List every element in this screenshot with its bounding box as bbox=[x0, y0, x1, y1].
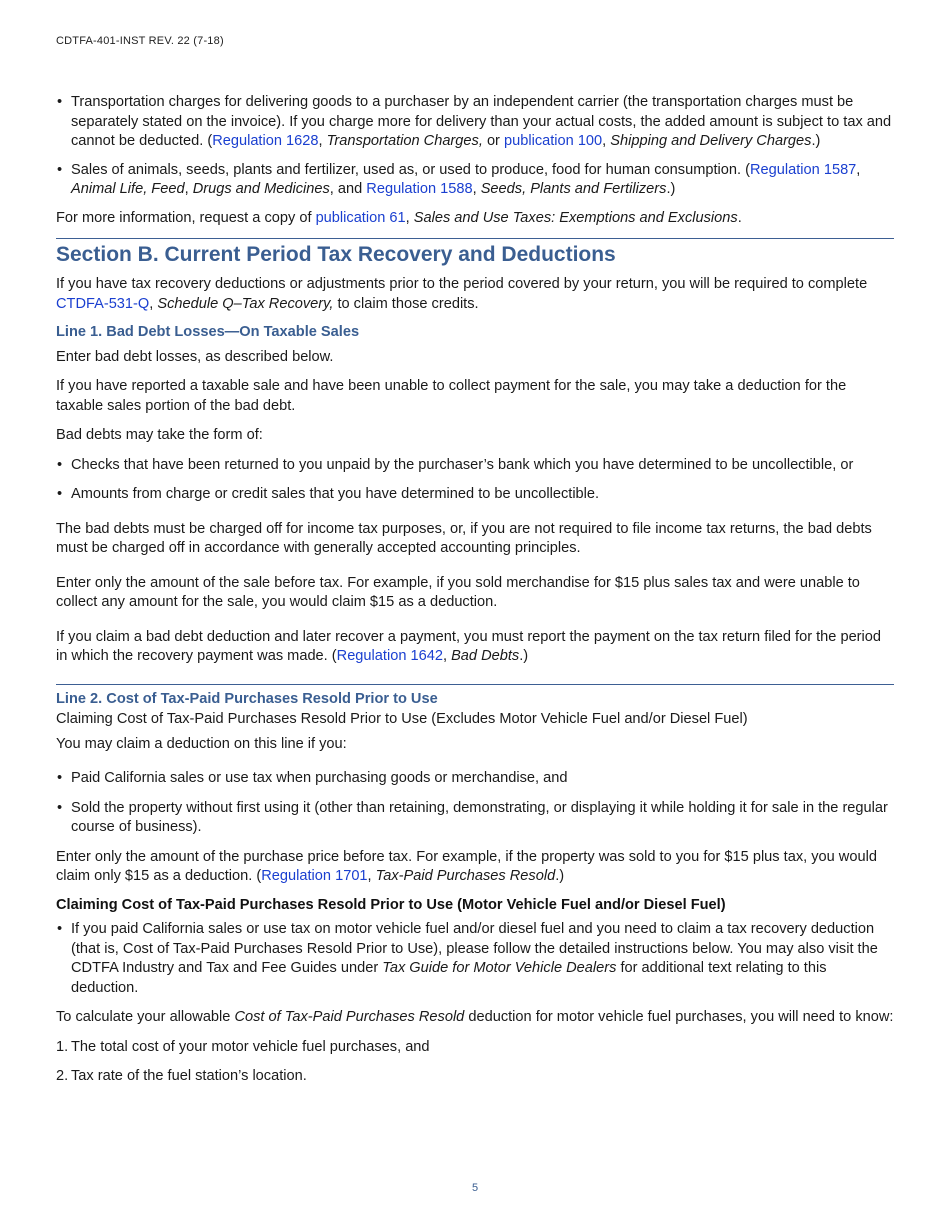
bullet-sold-without-use: • Sold the property without first using it (other than retaining, demonstrating, or displaying it while holding it for sale in the regular course of business). bbox=[56, 799, 894, 838]
line-1-paragraph: Bad debts may take the form of: bbox=[56, 427, 263, 443]
line-1-paragraph: The bad debts must be charged off for income tax purposes, or, if you are not required to file income tax returns, the bad debts must be charged off in accordance with generally accepted accounting principles. bbox=[56, 520, 872, 556]
section-b-title: Section B. Current Period Tax Recovery and Deductions bbox=[56, 243, 616, 266]
regulation-1642-link[interactable]: Regulation 1642 bbox=[336, 648, 443, 664]
line-2-heading: Line 2. Cost of Tax-Paid Purchases Resold Prior to Use bbox=[56, 690, 438, 707]
motor-fuel-subheading: Claiming Cost of Tax-Paid Purchases Resold Prior to Use (Motor Vehicle Fuel and/or Diesel Fuel) bbox=[56, 896, 726, 913]
publication-61-link[interactable]: publication 61 bbox=[315, 209, 406, 226]
bullet-paid-sales-tax: • Paid California sales or use tax when purchasing goods or merchandise, and bbox=[56, 769, 894, 789]
regulation-1628-link[interactable]: Regulation 1628 bbox=[212, 133, 319, 149]
more-info-paragraph: For more information, request a copy of publication 61, Sales and Use Taxes: Exemptions and Exclusions. bbox=[56, 209, 742, 226]
regulation-1701-link[interactable]: Regulation 1701 bbox=[261, 868, 368, 884]
bullet-motor-vehicle-fuel: • If you paid California sales or use tax on motor vehicle fuel and/or diesel fuel and you need to claim a tax recovery deduction (that is, Cost of Tax-Paid Purchases Resold Prior to Use), please follow the detailed instructions below. You may also visit the CDTFA Industry and Tax and Fee Guides under Tax Guide for Motor Vehicle Dealers for additional text relating to this deduction. bbox=[56, 920, 894, 998]
regulation-1587-link[interactable]: Regulation 1587 bbox=[750, 161, 857, 178]
line-1-paragraph: If you claim a bad debt deduction and later recover a payment, you must report the payment on the tax return filed for the period in which the recovery payment was made. (Regulation 1642, Bad Debts.) bbox=[56, 628, 882, 664]
line-2-paragraph: Claiming Cost of Tax-Paid Purchases Resold Prior to Use (Excludes Motor Vehicle Fuel and/or Diesel Fuel) bbox=[56, 711, 748, 727]
bullet-returned-checks: • Checks that have been returned to you unpaid by the purchaser’s bank which you have determined to be uncollectible, or bbox=[56, 456, 894, 476]
line-1-heading: Line 1. Bad Debt Losses—On Taxable Sales bbox=[56, 324, 360, 340]
content bbox=[56, 93, 894, 1087]
section-divider bbox=[56, 684, 894, 685]
line-2-paragraph: Enter only the amount of the purchase price before tax. For example, if the property was sold to you for $15 plus tax, you would claim only $15 as a deduction. (Regulation 1701, Tax-Paid Purchases Resold.) bbox=[56, 848, 877, 884]
numbered-item: 1. The total cost of your motor vehicle fuel purchases, and bbox=[56, 1038, 430, 1055]
line-1-paragraph: Enter only the amount of the sale before tax. For example, if you sold merchandise for $15 plus sales tax and were unable to collect any amount for the sale, you would claim $15 as a deduction. bbox=[56, 574, 860, 610]
line-2-paragraph: To calculate your allowable Cost of Tax-Paid Purchases Resold deduction for motor vehicle fuel purchases, you will need to know: bbox=[56, 1009, 894, 1025]
bullet-animals-seeds-plants: • Sales of animals, seeds, plants and fertilizer, used as, or used to produce, food for human consumption. (Regulation 1587, Animal Life, Feed, Drugs and Medicines, and Regulation 1588, Seeds, Plants and Fertilizers.) bbox=[56, 161, 894, 200]
bullet-transportation-charges: • Transportation charges for delivering goods to a purchaser by an independent carrier (the transportation charges must be separately stated on the invoice). If you charge more for delivery than your actual costs, the added amount is subject to tax and cannot be deducted. (Regulation 1628, Transportation Charges, or publication 100, Shipping and Delivery Charges.) bbox=[56, 93, 894, 152]
section-b-intro: If you have tax recovery deductions or adjustments prior to the period covered by your return, you will be required to complete CTDFA-531-Q, Schedule Q–Tax Recovery, to claim those credits. bbox=[56, 276, 868, 312]
publication-100-link[interactable]: publication 100 bbox=[503, 133, 603, 149]
line-2-paragraph: You may claim a deduction on this line if you: bbox=[56, 735, 347, 752]
ctdfa-531-q-link[interactable]: CTDFA-531-Q bbox=[56, 295, 150, 312]
page-number: 5 bbox=[471, 1182, 479, 1194]
line-1-paragraph: Enter bad debt losses, as described below. bbox=[56, 348, 334, 365]
numbered-item: 2. Tax rate of the fuel station’s location. bbox=[56, 1068, 307, 1084]
form-id: CDTFA-401-INST REV. 22 (7-18) bbox=[56, 35, 224, 47]
regulation-1588-link[interactable]: Regulation 1588 bbox=[366, 181, 473, 197]
line-1-paragraph: If you have reported a taxable sale and have been unable to collect payment for the sale, you may take a deduction for the taxable sales portion of the bad debt. bbox=[56, 378, 847, 414]
section-divider bbox=[56, 238, 894, 239]
bullet-charge-credit-sales: • Amounts from charge or credit sales that you have determined to be uncollectible. bbox=[56, 485, 894, 505]
